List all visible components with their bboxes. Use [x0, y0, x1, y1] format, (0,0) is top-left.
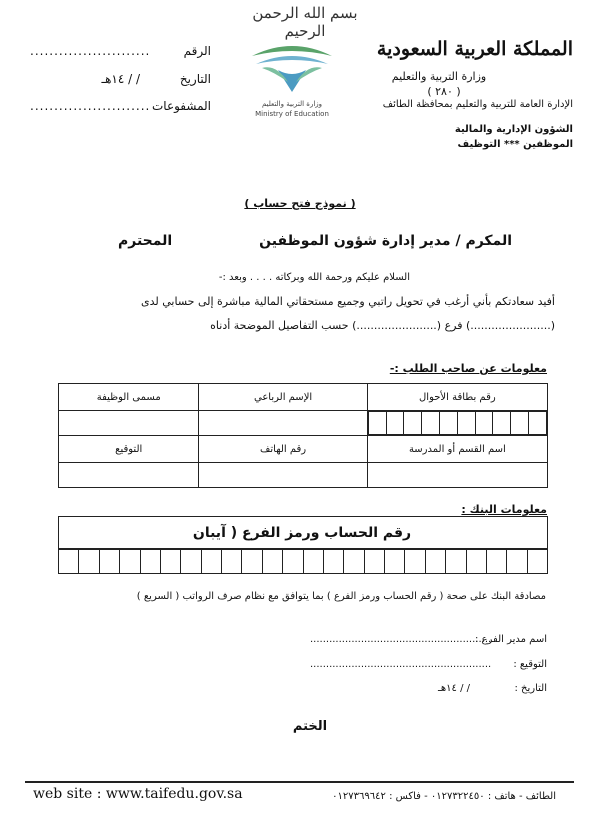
reference-label: الرقم	[183, 44, 211, 58]
iban-digit-box[interactable]	[466, 549, 486, 574]
iban-digit-box[interactable]	[303, 549, 323, 574]
job-title-cell[interactable]	[59, 411, 199, 436]
id-digit-box[interactable]	[422, 412, 440, 435]
header-id-number: رقم بطاقة الأحوال	[367, 384, 547, 411]
full-name-cell[interactable]	[199, 411, 367, 436]
header-department: اسم القسم أو المدرسة	[367, 436, 547, 463]
iban-digit-box[interactable]	[283, 549, 303, 574]
header-full-name: الإسم الرباعي	[199, 384, 367, 411]
department-line-1: الشؤون الإدارية والمالية	[454, 124, 573, 135]
iban-digit-box[interactable]	[160, 549, 180, 574]
bank-signature-line: .........................................................	[310, 659, 492, 670]
iban-digit-box[interactable]	[344, 549, 364, 574]
id-digit-box[interactable]	[457, 412, 475, 435]
branch-manager-label: اسم مدير الفرع :	[475, 634, 547, 645]
department-cell[interactable]	[367, 463, 547, 488]
general-administration: الإدارة العامة للتربية والتعليم بمحافظة الطائف	[382, 99, 573, 110]
iban-digit-box[interactable]	[222, 549, 242, 574]
applicant-section-title: معلومات عن صاحب الطلب :-	[389, 362, 547, 375]
iban-digit-box[interactable]	[486, 549, 506, 574]
id-digit-box[interactable]	[511, 412, 529, 435]
date-label: التاريخ	[179, 72, 211, 86]
department-line-2: الموظفين *** التوظيف	[457, 139, 573, 150]
phone-cell[interactable]	[199, 463, 367, 488]
ministry-number: ( ٢٨٠ )	[427, 85, 461, 98]
ministry-logo	[248, 42, 336, 98]
iban-digit-box[interactable]	[99, 549, 119, 574]
iban-digit-box[interactable]	[120, 549, 140, 574]
id-digit-box[interactable]	[475, 412, 493, 435]
iban-digit-box[interactable]	[181, 549, 201, 574]
header-job-title: مسمى الوظيفة	[59, 384, 199, 411]
applicant-info-table	[58, 383, 548, 488]
signature-cell[interactable]	[59, 463, 199, 488]
basmala-calligraphy: بسم الله الرحمن الرحيم	[252, 4, 358, 40]
date-value: / / ١٤هـ	[101, 72, 140, 86]
request-paragraph-line-2: (.......................) فرع (.......................) حسب التفاصيل الموضحة أدناه	[210, 319, 555, 332]
iban-digit-box[interactable]	[262, 549, 282, 574]
iban-digit-box[interactable]	[323, 549, 343, 574]
header-phone: رقم الهاتف	[199, 436, 367, 463]
id-digit-box[interactable]	[404, 412, 422, 435]
ministry-name: وزارة التربية والتعليم	[391, 70, 487, 83]
contact-info: الطائف - هاتف : ٠١٢٧٣٢٢٤٥٠ - فاكس : ٠١٢٧٣٦٩٦٤٢	[332, 791, 556, 802]
iban-digit-box[interactable]	[425, 549, 445, 574]
attachments-line: .........................	[30, 99, 151, 113]
addressee: المكرم / مدير إدارة شؤون الموظفين	[259, 233, 512, 249]
attachments-label: المشفوعات	[151, 99, 211, 113]
id-digit-boxes	[368, 411, 547, 435]
iban-digit-box[interactable]	[364, 549, 384, 574]
website-link[interactable]: web site : www.taifedu.gov.sa	[33, 786, 243, 802]
respected-label: المحترم	[118, 233, 173, 249]
request-paragraph-line-1: أفيد سعادتكم بأني أرغب في تحويل راتبي وجميع مستحقاتي المالية مباشرة إلى حسابي لدى	[141, 295, 555, 308]
header-signature: التوقيع	[59, 436, 199, 463]
footer-rule	[25, 781, 574, 783]
bank-certification-text: مصادقة البنك على صحة ( رقم الحساب ورمز الفرع ) بما يتوافق مع نظام صرف الرواتب ( السريع )	[136, 591, 546, 602]
branch-manager-line: .........................................................	[310, 634, 492, 645]
iban-label: رقم الحساب ورمز الفرع ( آيبان	[192, 525, 412, 541]
iban-digit-boxes	[58, 548, 548, 574]
logo-caption-english: Ministry of Education	[255, 110, 329, 118]
iban-digit-box[interactable]	[385, 549, 405, 574]
bank-section-title: معلومات البنك :	[461, 503, 547, 516]
bank-date-value: / / ١٤هـ	[437, 683, 470, 694]
iban-digit-box[interactable]	[79, 549, 99, 574]
iban-digit-box[interactable]	[405, 549, 425, 574]
form-title: ( نموذج فتح حساب )	[244, 197, 356, 210]
id-digit-box[interactable]	[439, 412, 457, 435]
bank-date-label: التاريخ :	[514, 683, 547, 694]
iban-digit-box[interactable]	[527, 549, 547, 574]
iban-digit-box[interactable]	[446, 549, 466, 574]
stamp-label: الختم	[292, 719, 328, 734]
iban-digit-box[interactable]	[201, 549, 221, 574]
iban-digit-box[interactable]	[140, 549, 160, 574]
id-digit-box[interactable]	[529, 412, 547, 435]
id-digit-box[interactable]	[386, 412, 404, 435]
id-digit-box[interactable]	[493, 412, 511, 435]
id-number-cell	[367, 411, 547, 436]
id-digit-box[interactable]	[368, 412, 386, 435]
iban-digit-box[interactable]	[59, 549, 79, 574]
reference-line: .........................	[30, 44, 151, 58]
iban-digit-box[interactable]	[507, 549, 527, 574]
iban-digit-box[interactable]	[242, 549, 262, 574]
greeting: السلام عليكم ورحمة الله وبركاته . . . . وبعد :-	[218, 272, 410, 283]
bank-signature-label: التوقيع :	[513, 659, 547, 670]
kingdom-title: المملكة العربية السعودية	[376, 38, 573, 60]
logo-caption-arabic: وزارة التربية والتعليم	[261, 100, 323, 108]
